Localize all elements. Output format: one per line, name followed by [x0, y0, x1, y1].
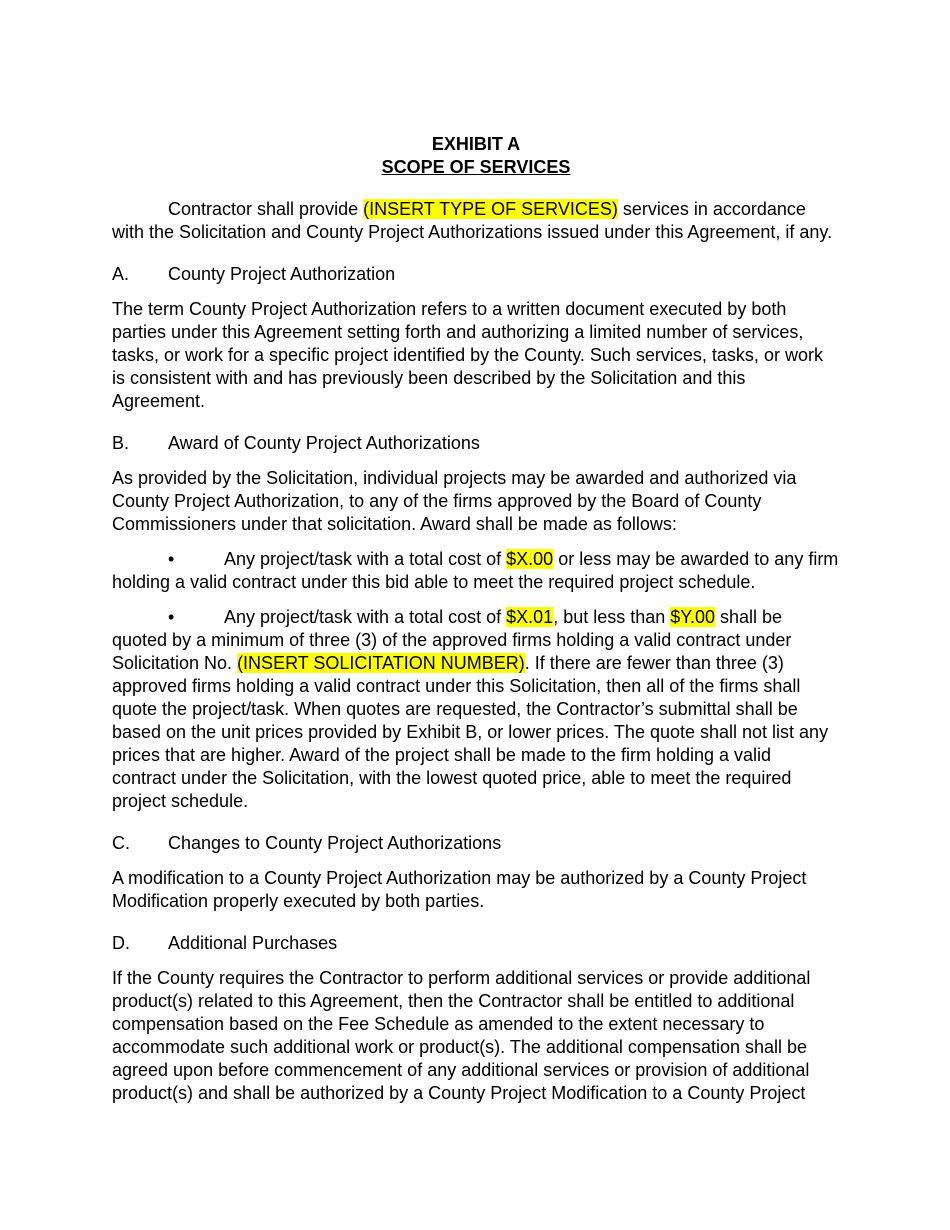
bullet-2-text-end: . If there are fewer than three (3) approved firms holding a valid contract under this Solicitation, then all of the firms shall quote the project/task. When quotes are requested, the Contractor’s submittal shall be based on the unit prices provided by Exhibit B, or lower prices. The quote shall not list any prices that are higher. Award of the project shall be made to the firm holding a valid contract under the Solicitation, with the lowest quoted price, able to meet the required project schedule.	[112, 653, 829, 811]
section-a-letter: A.	[112, 264, 130, 284]
bullet-symbol-1: •	[168, 549, 175, 569]
bullet-2-text-middle: , but less than	[553, 607, 671, 627]
bullet-symbol-2: •	[168, 607, 175, 627]
section-a-title: County Project Authorization	[168, 264, 396, 284]
amount-x01-placeholder: $X.01	[506, 607, 554, 627]
bullet-item-1	[112, 548, 840, 594]
amount-y00-placeholder: $Y.00	[670, 607, 715, 627]
document-title	[112, 133, 840, 179]
amount-x00-placeholder: $X.00	[506, 549, 554, 569]
scope-title: SCOPE OF SERVICES	[381, 157, 571, 177]
solicitation-number-placeholder: (INSERT SOLICITATION NUMBER)	[237, 653, 525, 673]
section-d-letter: D.	[112, 933, 130, 953]
exhibit-label: EXHIBIT A	[431, 134, 521, 154]
services-placeholder: (INSERT TYPE OF SERVICES)	[363, 199, 618, 219]
bullet-item-2	[112, 606, 840, 813]
section-b-heading	[112, 432, 840, 455]
section-d-heading	[112, 932, 840, 955]
bullet-2-text-start: Any project/task with a total cost of	[224, 607, 507, 627]
section-b-title: Award of County Project Authorizations	[168, 433, 480, 453]
section-b-letter: B.	[112, 433, 130, 453]
section-d-title: Additional Purchases	[168, 933, 338, 953]
section-a-body: The term County Project Authorization refers to a written document executed by both parties under this Agreement setting forth and authorizing a limited number of services, tasks, or work for a specific project identified by the County. Such services, tasks, or work is consistent with and has previously been described by the Solicitation and this Agreement.	[112, 299, 823, 411]
document-content	[112, 133, 840, 1105]
section-a-heading	[112, 263, 840, 286]
section-c-body: A modification to a County Project Authorization may be authorized by a County Project Modification properly executed by both parties.	[112, 868, 807, 911]
section-c-heading	[112, 832, 840, 855]
bullet-1-text-start: Any project/task with a total cost of	[224, 549, 507, 569]
section-b-body: As provided by the Solicitation, individual projects may be awarded and authorized via County Project Authorization, to any of the firms approved by the Board of County Commissioners under that solicitation. Award shall be made as follows:	[112, 468, 797, 534]
bullet-1-text-end: or less may be awarded to any firm holding a valid contract under this bid able to meet the required project schedule.	[112, 549, 839, 592]
intro-paragraph	[112, 198, 840, 244]
section-c-title: Changes to County Project Authorizations	[168, 833, 502, 853]
section-d-body: If the County requires the Contractor to perform additional services or provide additional product(s) related to this Agreement, then the Contractor shall be entitled to additional compensation based on the Fee Schedule as amended to the extent necessary to accommodate such additional work or product(s). The additional compensation shall be agreed upon before commencement of any additional services or provision of additional product(s) and shall be authorized by a County Project Modification to a County Project	[112, 968, 811, 1103]
bullet-2-text-2: shall be quoted by a minimum of three (3) of the approved firms holding a valid contract under Solicitation No.	[112, 607, 792, 673]
intro-text-start: Contractor shall provide	[168, 199, 364, 219]
intro-text-end: services in accordance with the Solicitation and County Project Authorizations issued under this Agreement, if any.	[112, 199, 833, 242]
section-c-letter: C.	[112, 833, 130, 853]
